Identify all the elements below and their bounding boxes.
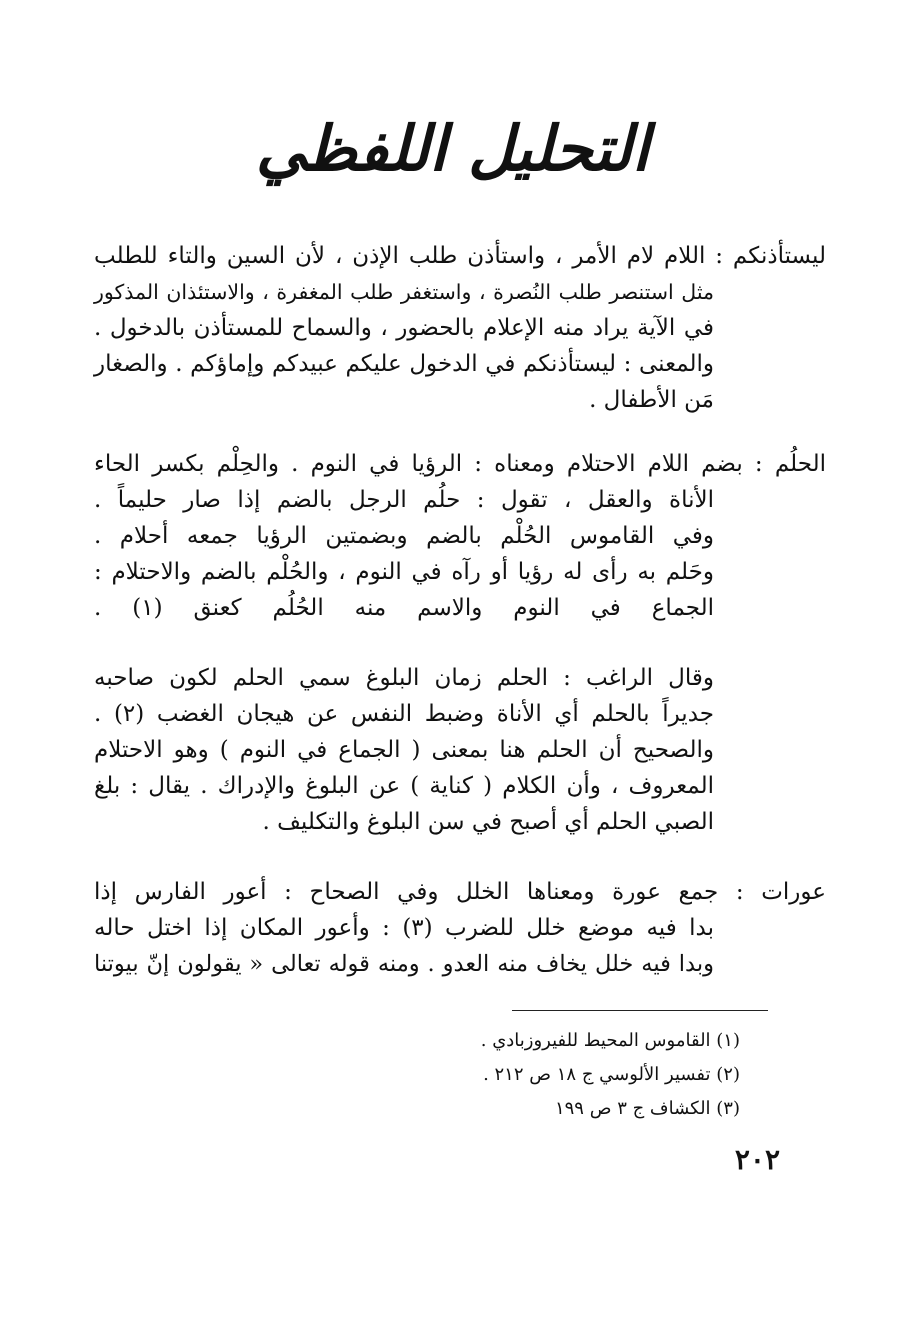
text-line: والصحيح أن الحلم هنا بمعنى ( الجماع في النوم ) وهو الاحتلام bbox=[94, 737, 714, 763]
text-line: مَن الأطفال . bbox=[589, 387, 714, 413]
page-title: التحليل اللفظي bbox=[255, 112, 650, 185]
text-line: ليستأذنكم : اللام لام الأمر ، واستأذن طلب الإذن ، لأن السين والتاء للطلب bbox=[94, 243, 827, 269]
text-line: الصبي الحلم أي أصبح في سن البلوغ والتكليف . bbox=[262, 809, 714, 835]
text-line: المعروف ، وأن الكلام ( كناية ) عن البلوغ والإدراك . يقال : بلغ bbox=[94, 773, 714, 799]
text-line: مثل استنصر طلب النُصرة ، واستغفر طلب المغفرة ، والاستئذان المذكور bbox=[94, 280, 714, 304]
footnote: (٢) تفسير الألوسي ج ١٨ ص ٢١٢ . bbox=[483, 1064, 740, 1085]
text-line: الجماع في النوم والاسم منه الحُلُم كعنق (١) . bbox=[94, 595, 714, 621]
text-line: وحَلم به رأى له رؤيا أو رآه في النوم ، والحُلْم بالضم والاحتلام : bbox=[94, 559, 714, 585]
entry-awrat bbox=[94, 874, 826, 982]
footnote-divider bbox=[512, 1010, 768, 1011]
entry-yastadhinkum bbox=[94, 238, 826, 418]
text-line: الأناة والعقل ، تقول : حلُم الرجل بالضم إذا صار حليماً . bbox=[94, 487, 714, 513]
entry-alhulum bbox=[94, 446, 826, 626]
text-line: والمعنى : ليستأذنكم في الدخول عليكم عبيدكم وإماؤكم . والصغار bbox=[94, 351, 714, 377]
text-line: وبدا فيه خلل يخاف منه العدو . ومنه قوله تعالى « يقولون إنّ بيوتنا bbox=[94, 951, 714, 977]
footnotes bbox=[300, 1024, 740, 1126]
text-line: بدا فيه موضع خلل للضرب (٣) : وأعور المكان إذا اختل حاله bbox=[94, 915, 714, 941]
text-line: في الآية يراد منه الإعلام بالحضور ، والسماح للمستأذن بالدخول . bbox=[94, 315, 714, 341]
entry-raghib bbox=[94, 660, 826, 840]
text-line: الحلُم : بضم اللام الاحتلام ومعناه : الرؤيا في النوم . والحِلْم بكسر الحاء bbox=[94, 451, 826, 477]
text-line: وقال الراغب : الحلم زمان البلوغ سمي الحلم لكون صاحبه bbox=[94, 665, 714, 691]
text-line: جديراً بالحلم أي الأناة وضبط النفس عن هيجان الغضب (٢) . bbox=[94, 701, 714, 727]
footnote: (٣) الكشاف ج ٣ ص ١٩٩ bbox=[554, 1098, 740, 1119]
footnote: (١) القاموس المحيط للفيروزبادي . bbox=[480, 1030, 740, 1051]
page-number: ٢٠٢ bbox=[734, 1143, 780, 1176]
text-line: عورات : جمع عورة ومعناها الخلل وفي الصحاح : أعور الفارس إذا bbox=[94, 879, 826, 905]
text-line: وفي القاموس الحُلْم بالضم وبضمتين الرؤيا جمعه أحلام . bbox=[94, 523, 714, 549]
